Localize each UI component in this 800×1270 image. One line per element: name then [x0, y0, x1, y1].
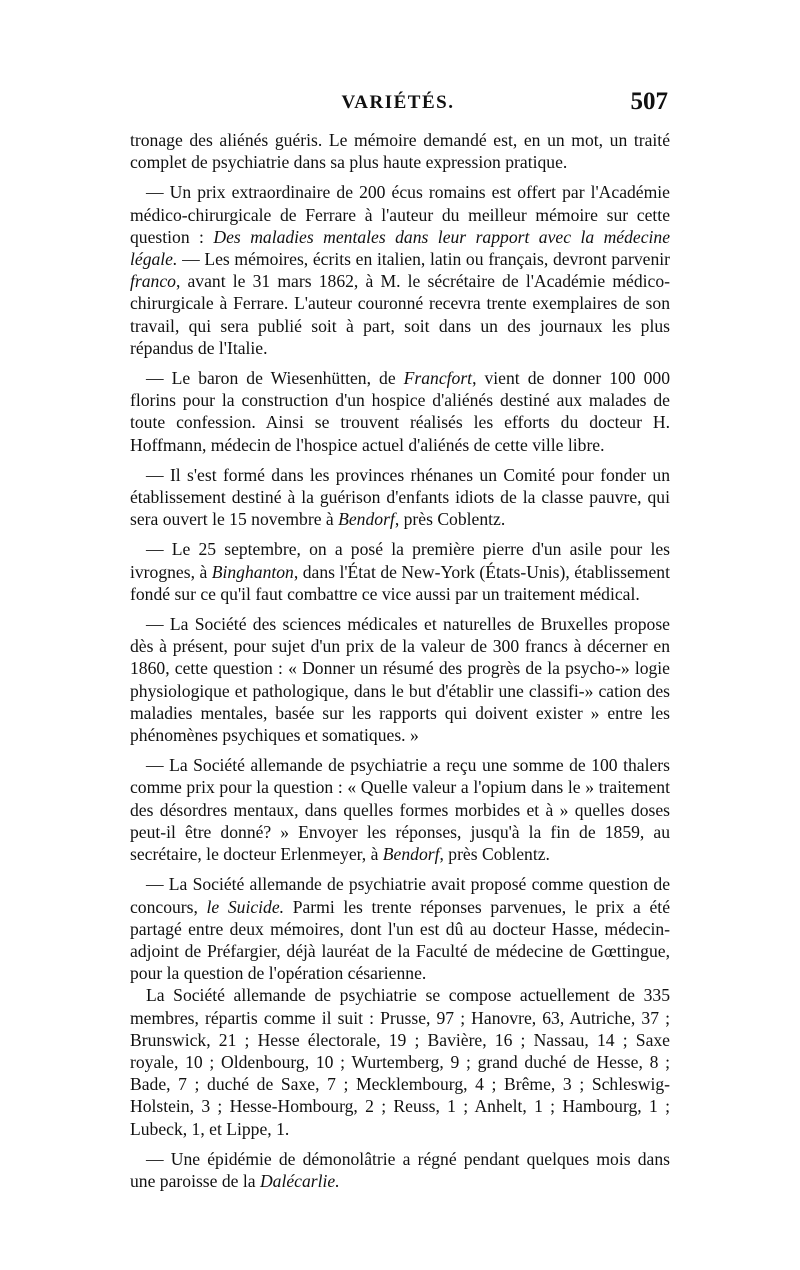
- paragraph-5: [130, 613, 670, 746]
- paragraph-0: [130, 129, 670, 173]
- text-run: , avant le 31 mars 1862, à M. le sécrétaire de l'Académie médico-chirurgicale à Ferrare. L'auteur couronné recevra trente exemplaires de son travail, qui sera publié soit à part, soit dans un des journaux les plus répandus de l'Italie.: [130, 271, 670, 358]
- paragraph-4: [130, 538, 670, 605]
- page-header: [128, 88, 668, 126]
- page-number: 507: [630, 88, 668, 115]
- text-run: , dans l'État de New-York (États-Unis), établissement fondé sur ce qu'il faut combattre ce vice aussi par un traitement médical.: [130, 561, 670, 604]
- text-run: — Il s'est formé dans les provinces rhénanes un Comité pour fonder un établissement destiné à la guérison d'enfants idiots de la classe pauvre, qui sera ouvert le 15 novembre à: [130, 464, 670, 530]
- text-run: — La Société des sciences médicales et naturelles de Bruxelles propose dès à présent, pour sujet d'un prix de la valeur de 300 francs à décerner en 1860, cette question : « Donner un résumé des progrès de la psycho-» logie physiologique et pathologique, dans le but d'établir une classifi-» cation des maladies mentales, basée sur les rapports qui doivent exister » entre les phénomènes psychiques et somatiques. »: [130, 614, 670, 746]
- paragraph-7: [130, 873, 670, 984]
- text-run: — Le baron de Wiesenhütten, de: [146, 368, 404, 389]
- italic-text: Francfort: [403, 368, 473, 389]
- text-run: — Une épidémie de démonolâtrie a régné pendant quelques mois dans une paroisse de la: [130, 1148, 670, 1191]
- italic-text: Bendorf: [382, 844, 440, 865]
- text-run: — Les mémoires, écrits en italien, latin ou français, devront parvenir: [177, 249, 670, 270]
- italic-text: Bendorf: [338, 509, 395, 530]
- italic-text: Des maladies mentales dans leur rapport avec la médecine légale.: [130, 226, 670, 270]
- paragraph-8: [130, 984, 670, 1139]
- paragraph-1: [130, 181, 670, 359]
- italic-text: le Suicide.: [206, 896, 285, 917]
- text-run: tronage des aliénés guéris. Le mémoire demandé est, en un mot, un traité complet de psychiatrie dans sa plus haute expression pratique.: [130, 130, 670, 173]
- text-run: , près Coblentz.: [394, 509, 506, 530]
- running-head: VARIÉTÉS.: [341, 92, 455, 113]
- italic-text: Dalécarlie.: [259, 1170, 340, 1191]
- text-run: — La Société allemande de psychiatrie a reçu une somme de 100 thalers comme prix pour la question : « Quelle valeur a l'opium dans le » traitement des désordres mentaux, dans quelles formes morbides et à » quelles doses peut-il être donné? » Envoyer les réponses, jusqu'à la fin de 1859, au secrétaire, le docteur Erlenmeyer, à: [130, 755, 670, 865]
- paragraph-6: [130, 754, 670, 865]
- text-run: La Société allemande de psychiatrie se compose actuellement de 335 membres, répartis comme il suit : Prusse, 97 ; Hanovre, 63, Autriche, 37 ; Brunswick, 21 ; Hesse électorale, 19 ; Bavière, 16 ; Nassau, 14 ; Saxe royale, 10 ; Oldenbourg, 10 ; Wurtemberg, 9 ; grand duché de Hesse, 8 ; Bade, 7 ; duché de Saxe, 7 ; Mecklembourg, 4 ; Brême, 3 ; Schleswig-Holstein, 3 ; Hesse-Hombourg, 2 ; Reuss, 1 ; Anhelt, 1 ; Hambourg, 1 ; Lubeck, 1, et Lippe, 1.: [130, 985, 670, 1139]
- paragraph-2: [130, 367, 670, 456]
- italic-text: franco: [130, 271, 176, 292]
- paragraph-3: [130, 464, 670, 531]
- text-run: — La Société allemande de psychiatrie avait proposé comme question de concours,: [130, 874, 670, 917]
- text-run: , près Coblentz.: [439, 844, 550, 865]
- text-run: — Un prix extraordinaire de 200 écus romains est offert par l'Académie médico-chirurgicale de Ferrare à l'auteur du meilleur mémoire sur cette question :: [130, 182, 670, 247]
- text-run: — Le 25 septembre, on a posé la première pierre d'un asile pour les ivrognes, à: [130, 539, 670, 582]
- italic-text: Binghanton: [211, 561, 294, 582]
- body-text: [130, 129, 670, 1192]
- text-run: , vient de donner 100 000 florins pour la construction d'un hospice d'aliénés destiné aux malades de toute confession. Ainsi se trouvent réalisés les efforts du docteur H. Hoffmann, médecin de l'hospice actuel d'aliénés de cette ville libre.: [130, 368, 671, 455]
- text-run: Parmi les trente réponses parvenues, le prix a été partagé entre deux mémoires, dont l'un est dû au docteur Hasse, médecin-adjoint de Préfargier, déjà lauréat de la Faculté de médecine de Gœttingue, pour la question de l'opération césarienne.: [130, 896, 670, 984]
- paragraph-9: [130, 1148, 670, 1192]
